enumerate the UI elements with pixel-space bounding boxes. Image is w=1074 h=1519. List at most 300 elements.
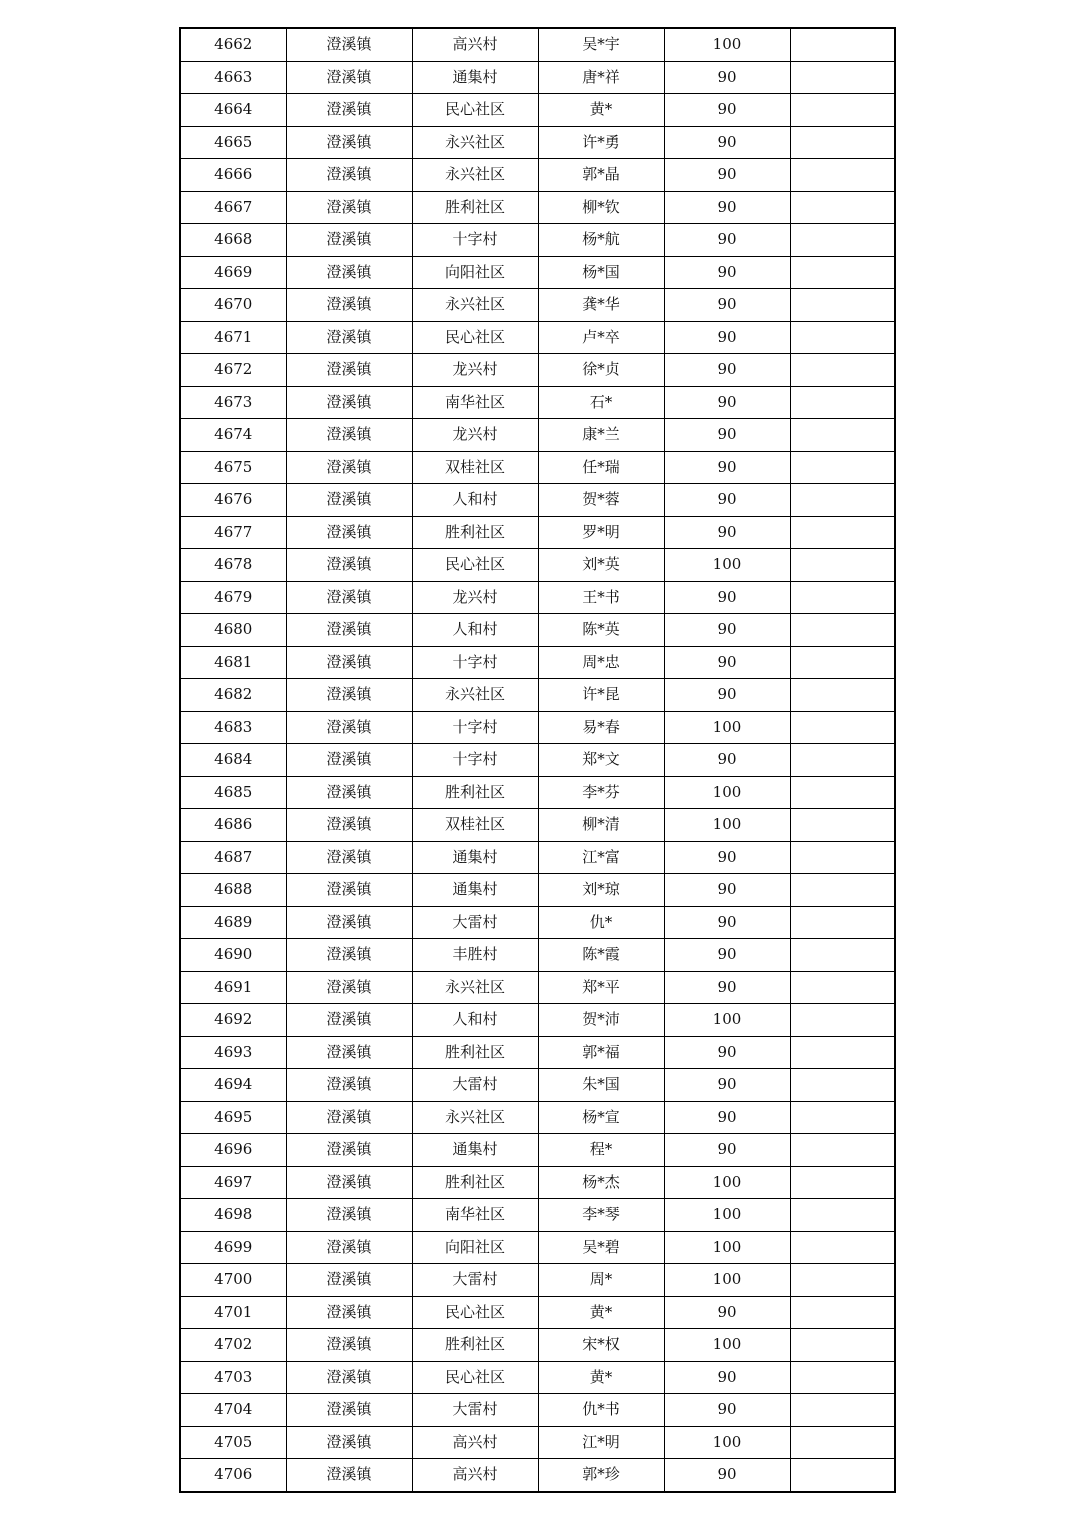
village-cell: 民心社区 bbox=[412, 94, 538, 127]
name-cell: 杨*宣 bbox=[538, 1101, 664, 1134]
amount-cell: 100 bbox=[664, 549, 790, 582]
village-cell: 十字村 bbox=[412, 224, 538, 257]
town-cell: 澄溪镇 bbox=[286, 419, 412, 452]
village-cell: 永兴社区 bbox=[412, 289, 538, 322]
row-number-cell: 4683 bbox=[180, 711, 286, 744]
remark-cell bbox=[790, 906, 895, 939]
amount-cell: 90 bbox=[664, 744, 790, 777]
amount-cell: 100 bbox=[664, 28, 790, 61]
row-number-cell: 4704 bbox=[180, 1394, 286, 1427]
amount-cell: 90 bbox=[664, 906, 790, 939]
village-cell: 通集村 bbox=[412, 874, 538, 907]
town-cell: 澄溪镇 bbox=[286, 841, 412, 874]
amount-cell: 100 bbox=[664, 1004, 790, 1037]
town-cell: 澄溪镇 bbox=[286, 1101, 412, 1134]
remark-cell bbox=[790, 321, 895, 354]
village-cell: 胜利社区 bbox=[412, 776, 538, 809]
village-cell: 永兴社区 bbox=[412, 971, 538, 1004]
remark-cell bbox=[790, 191, 895, 224]
amount-cell: 90 bbox=[664, 159, 790, 192]
town-cell: 澄溪镇 bbox=[286, 224, 412, 257]
town-cell: 澄溪镇 bbox=[286, 874, 412, 907]
amount-cell: 90 bbox=[664, 126, 790, 159]
town-cell: 澄溪镇 bbox=[286, 1036, 412, 1069]
row-number-cell: 4694 bbox=[180, 1069, 286, 1102]
row-number-cell: 4668 bbox=[180, 224, 286, 257]
name-cell: 江*富 bbox=[538, 841, 664, 874]
amount-cell: 100 bbox=[664, 1329, 790, 1362]
table-row bbox=[180, 614, 895, 647]
remark-cell bbox=[790, 1231, 895, 1264]
row-number-cell: 4705 bbox=[180, 1426, 286, 1459]
name-cell: 康*兰 bbox=[538, 419, 664, 452]
row-number-cell: 4699 bbox=[180, 1231, 286, 1264]
row-number-cell: 4672 bbox=[180, 354, 286, 387]
name-cell: 许*勇 bbox=[538, 126, 664, 159]
village-cell: 大雷村 bbox=[412, 1069, 538, 1102]
row-number-cell: 4682 bbox=[180, 679, 286, 712]
table-row bbox=[180, 451, 895, 484]
name-cell: 罗*明 bbox=[538, 516, 664, 549]
row-number-cell: 4706 bbox=[180, 1459, 286, 1492]
amount-cell: 90 bbox=[664, 94, 790, 127]
row-number-cell: 4697 bbox=[180, 1166, 286, 1199]
town-cell: 澄溪镇 bbox=[286, 1004, 412, 1037]
amount-cell: 100 bbox=[664, 1166, 790, 1199]
amount-cell: 100 bbox=[664, 809, 790, 842]
remark-cell bbox=[790, 549, 895, 582]
table-row bbox=[180, 1069, 895, 1102]
table-row bbox=[180, 126, 895, 159]
name-cell: 朱*国 bbox=[538, 1069, 664, 1102]
remark-cell bbox=[790, 874, 895, 907]
village-cell: 龙兴村 bbox=[412, 581, 538, 614]
amount-cell: 90 bbox=[664, 321, 790, 354]
remark-cell bbox=[790, 1264, 895, 1297]
town-cell: 澄溪镇 bbox=[286, 1361, 412, 1394]
table-row bbox=[180, 971, 895, 1004]
village-cell: 大雷村 bbox=[412, 1394, 538, 1427]
name-cell: 卢*卒 bbox=[538, 321, 664, 354]
remark-cell bbox=[790, 679, 895, 712]
name-cell: 龚*华 bbox=[538, 289, 664, 322]
town-cell: 澄溪镇 bbox=[286, 256, 412, 289]
village-cell: 胜利社区 bbox=[412, 1166, 538, 1199]
name-cell: 柳*钦 bbox=[538, 191, 664, 224]
table-row bbox=[180, 1134, 895, 1167]
town-cell: 澄溪镇 bbox=[286, 1199, 412, 1232]
town-cell: 澄溪镇 bbox=[286, 28, 412, 61]
amount-cell: 90 bbox=[664, 61, 790, 94]
village-cell: 人和村 bbox=[412, 614, 538, 647]
row-number-cell: 4666 bbox=[180, 159, 286, 192]
amount-cell: 90 bbox=[664, 841, 790, 874]
town-cell: 澄溪镇 bbox=[286, 126, 412, 159]
name-cell: 柳*清 bbox=[538, 809, 664, 842]
village-cell: 大雷村 bbox=[412, 1264, 538, 1297]
row-number-cell: 4675 bbox=[180, 451, 286, 484]
table-row bbox=[180, 159, 895, 192]
village-cell: 民心社区 bbox=[412, 1296, 538, 1329]
name-cell: 周* bbox=[538, 1264, 664, 1297]
row-number-cell: 4686 bbox=[180, 809, 286, 842]
town-cell: 澄溪镇 bbox=[286, 191, 412, 224]
row-number-cell: 4678 bbox=[180, 549, 286, 582]
remark-cell bbox=[790, 28, 895, 61]
town-cell: 澄溪镇 bbox=[286, 711, 412, 744]
town-cell: 澄溪镇 bbox=[286, 906, 412, 939]
name-cell: 刘*琼 bbox=[538, 874, 664, 907]
amount-cell: 100 bbox=[664, 1199, 790, 1232]
town-cell: 澄溪镇 bbox=[286, 1166, 412, 1199]
remark-cell bbox=[790, 809, 895, 842]
row-number-cell: 4690 bbox=[180, 939, 286, 972]
row-number-cell: 4676 bbox=[180, 484, 286, 517]
amount-cell: 90 bbox=[664, 451, 790, 484]
row-number-cell: 4669 bbox=[180, 256, 286, 289]
amount-cell: 90 bbox=[664, 1459, 790, 1492]
town-cell: 澄溪镇 bbox=[286, 386, 412, 419]
town-cell: 澄溪镇 bbox=[286, 614, 412, 647]
town-cell: 澄溪镇 bbox=[286, 776, 412, 809]
row-number-cell: 4688 bbox=[180, 874, 286, 907]
village-cell: 胜利社区 bbox=[412, 191, 538, 224]
name-cell: 杨*杰 bbox=[538, 1166, 664, 1199]
name-cell: 仇* bbox=[538, 906, 664, 939]
table-row bbox=[180, 581, 895, 614]
remark-cell bbox=[790, 289, 895, 322]
name-cell: 李*芬 bbox=[538, 776, 664, 809]
name-cell: 宋*权 bbox=[538, 1329, 664, 1362]
remark-cell bbox=[790, 224, 895, 257]
row-number-cell: 4687 bbox=[180, 841, 286, 874]
table-row bbox=[180, 224, 895, 257]
remark-cell bbox=[790, 614, 895, 647]
name-cell: 江*明 bbox=[538, 1426, 664, 1459]
remark-cell bbox=[790, 971, 895, 1004]
name-cell: 周*忠 bbox=[538, 646, 664, 679]
name-cell: 刘*英 bbox=[538, 549, 664, 582]
town-cell: 澄溪镇 bbox=[286, 484, 412, 517]
table-row bbox=[180, 1004, 895, 1037]
remark-cell bbox=[790, 1166, 895, 1199]
roster-table bbox=[179, 27, 896, 1493]
amount-cell: 100 bbox=[664, 1264, 790, 1297]
town-cell: 澄溪镇 bbox=[286, 744, 412, 777]
row-number-cell: 4689 bbox=[180, 906, 286, 939]
row-number-cell: 4667 bbox=[180, 191, 286, 224]
amount-cell: 90 bbox=[664, 354, 790, 387]
village-cell: 民心社区 bbox=[412, 321, 538, 354]
row-number-cell: 4663 bbox=[180, 61, 286, 94]
row-number-cell: 4662 bbox=[180, 28, 286, 61]
name-cell: 陈*英 bbox=[538, 614, 664, 647]
town-cell: 澄溪镇 bbox=[286, 1459, 412, 1492]
remark-cell bbox=[790, 711, 895, 744]
amount-cell: 90 bbox=[664, 256, 790, 289]
row-number-cell: 4685 bbox=[180, 776, 286, 809]
village-cell: 高兴村 bbox=[412, 1426, 538, 1459]
remark-cell bbox=[790, 354, 895, 387]
amount-cell: 90 bbox=[664, 1069, 790, 1102]
table-row bbox=[180, 1426, 895, 1459]
name-cell: 郭*晶 bbox=[538, 159, 664, 192]
village-cell: 通集村 bbox=[412, 61, 538, 94]
name-cell: 吴*碧 bbox=[538, 1231, 664, 1264]
roster-table-body bbox=[180, 28, 895, 1492]
village-cell: 永兴社区 bbox=[412, 159, 538, 192]
name-cell: 易*春 bbox=[538, 711, 664, 744]
amount-cell: 90 bbox=[664, 939, 790, 972]
village-cell: 胜利社区 bbox=[412, 1329, 538, 1362]
name-cell: 李*琴 bbox=[538, 1199, 664, 1232]
row-number-cell: 4665 bbox=[180, 126, 286, 159]
name-cell: 郭*福 bbox=[538, 1036, 664, 1069]
amount-cell: 90 bbox=[664, 1101, 790, 1134]
row-number-cell: 4696 bbox=[180, 1134, 286, 1167]
remark-cell bbox=[790, 159, 895, 192]
name-cell: 郑*文 bbox=[538, 744, 664, 777]
remark-cell bbox=[790, 256, 895, 289]
name-cell: 唐*祥 bbox=[538, 61, 664, 94]
amount-cell: 90 bbox=[664, 1394, 790, 1427]
amount-cell: 90 bbox=[664, 1296, 790, 1329]
amount-cell: 90 bbox=[664, 419, 790, 452]
town-cell: 澄溪镇 bbox=[286, 809, 412, 842]
name-cell: 杨*国 bbox=[538, 256, 664, 289]
row-number-cell: 4692 bbox=[180, 1004, 286, 1037]
remark-cell bbox=[790, 61, 895, 94]
name-cell: 吴*宇 bbox=[538, 28, 664, 61]
row-number-cell: 4695 bbox=[180, 1101, 286, 1134]
name-cell: 黄* bbox=[538, 1361, 664, 1394]
row-number-cell: 4701 bbox=[180, 1296, 286, 1329]
remark-cell bbox=[790, 1296, 895, 1329]
village-cell: 南华社区 bbox=[412, 1199, 538, 1232]
table-row bbox=[180, 321, 895, 354]
table-row bbox=[180, 1199, 895, 1232]
village-cell: 向阳社区 bbox=[412, 1231, 538, 1264]
amount-cell: 90 bbox=[664, 646, 790, 679]
remark-cell bbox=[790, 386, 895, 419]
table-row bbox=[180, 61, 895, 94]
row-number-cell: 4670 bbox=[180, 289, 286, 322]
name-cell: 徐*贞 bbox=[538, 354, 664, 387]
name-cell: 仇*书 bbox=[538, 1394, 664, 1427]
village-cell: 龙兴村 bbox=[412, 419, 538, 452]
table-row bbox=[180, 744, 895, 777]
table-row bbox=[180, 646, 895, 679]
village-cell: 十字村 bbox=[412, 646, 538, 679]
remark-cell bbox=[790, 1036, 895, 1069]
town-cell: 澄溪镇 bbox=[286, 516, 412, 549]
amount-cell: 90 bbox=[664, 581, 790, 614]
table-row bbox=[180, 1264, 895, 1297]
remark-cell bbox=[790, 484, 895, 517]
remark-cell bbox=[790, 744, 895, 777]
amount-cell: 100 bbox=[664, 776, 790, 809]
amount-cell: 100 bbox=[664, 1426, 790, 1459]
remark-cell bbox=[790, 1329, 895, 1362]
name-cell: 许*昆 bbox=[538, 679, 664, 712]
row-number-cell: 4681 bbox=[180, 646, 286, 679]
name-cell: 黄* bbox=[538, 94, 664, 127]
town-cell: 澄溪镇 bbox=[286, 1394, 412, 1427]
village-cell: 双桂社区 bbox=[412, 809, 538, 842]
village-cell: 向阳社区 bbox=[412, 256, 538, 289]
name-cell: 郭*珍 bbox=[538, 1459, 664, 1492]
remark-cell bbox=[790, 646, 895, 679]
village-cell: 高兴村 bbox=[412, 28, 538, 61]
town-cell: 澄溪镇 bbox=[286, 159, 412, 192]
row-number-cell: 4677 bbox=[180, 516, 286, 549]
table-row bbox=[180, 94, 895, 127]
remark-cell bbox=[790, 516, 895, 549]
town-cell: 澄溪镇 bbox=[286, 1069, 412, 1102]
table-row bbox=[180, 419, 895, 452]
remark-cell bbox=[790, 1199, 895, 1232]
amount-cell: 90 bbox=[664, 971, 790, 1004]
remark-cell bbox=[790, 1101, 895, 1134]
town-cell: 澄溪镇 bbox=[286, 679, 412, 712]
row-number-cell: 4703 bbox=[180, 1361, 286, 1394]
remark-cell bbox=[790, 126, 895, 159]
table-row bbox=[180, 1036, 895, 1069]
village-cell: 丰胜村 bbox=[412, 939, 538, 972]
village-cell: 人和村 bbox=[412, 484, 538, 517]
name-cell: 杨*航 bbox=[538, 224, 664, 257]
town-cell: 澄溪镇 bbox=[286, 939, 412, 972]
table-row bbox=[180, 1231, 895, 1264]
table-row bbox=[180, 939, 895, 972]
town-cell: 澄溪镇 bbox=[286, 289, 412, 322]
row-number-cell: 4691 bbox=[180, 971, 286, 1004]
table-row bbox=[180, 1101, 895, 1134]
town-cell: 澄溪镇 bbox=[286, 321, 412, 354]
row-number-cell: 4673 bbox=[180, 386, 286, 419]
amount-cell: 90 bbox=[664, 679, 790, 712]
town-cell: 澄溪镇 bbox=[286, 354, 412, 387]
table-row bbox=[180, 1296, 895, 1329]
village-cell: 大雷村 bbox=[412, 906, 538, 939]
remark-cell bbox=[790, 451, 895, 484]
name-cell: 任*瑞 bbox=[538, 451, 664, 484]
table-row bbox=[180, 386, 895, 419]
row-number-cell: 4698 bbox=[180, 1199, 286, 1232]
table-row bbox=[180, 549, 895, 582]
town-cell: 澄溪镇 bbox=[286, 646, 412, 679]
village-cell: 民心社区 bbox=[412, 1361, 538, 1394]
row-number-cell: 4671 bbox=[180, 321, 286, 354]
table-row bbox=[180, 841, 895, 874]
remark-cell bbox=[790, 1361, 895, 1394]
table-row bbox=[180, 1329, 895, 1362]
town-cell: 澄溪镇 bbox=[286, 1231, 412, 1264]
amount-cell: 90 bbox=[664, 614, 790, 647]
amount-cell: 90 bbox=[664, 1134, 790, 1167]
village-cell: 永兴社区 bbox=[412, 679, 538, 712]
town-cell: 澄溪镇 bbox=[286, 1264, 412, 1297]
remark-cell bbox=[790, 94, 895, 127]
town-cell: 澄溪镇 bbox=[286, 451, 412, 484]
table-row bbox=[180, 1166, 895, 1199]
row-number-cell: 4679 bbox=[180, 581, 286, 614]
remark-cell bbox=[790, 1426, 895, 1459]
table-row bbox=[180, 809, 895, 842]
village-cell: 龙兴村 bbox=[412, 354, 538, 387]
amount-cell: 90 bbox=[664, 1361, 790, 1394]
table-row bbox=[180, 191, 895, 224]
town-cell: 澄溪镇 bbox=[286, 581, 412, 614]
name-cell: 王*书 bbox=[538, 581, 664, 614]
village-cell: 胜利社区 bbox=[412, 516, 538, 549]
village-cell: 永兴社区 bbox=[412, 1101, 538, 1134]
village-cell: 通集村 bbox=[412, 841, 538, 874]
village-cell: 南华社区 bbox=[412, 386, 538, 419]
row-number-cell: 4700 bbox=[180, 1264, 286, 1297]
amount-cell: 90 bbox=[664, 484, 790, 517]
village-cell: 十字村 bbox=[412, 711, 538, 744]
village-cell: 通集村 bbox=[412, 1134, 538, 1167]
remark-cell bbox=[790, 419, 895, 452]
name-cell: 程* bbox=[538, 1134, 664, 1167]
remark-cell bbox=[790, 1004, 895, 1037]
table-row bbox=[180, 1361, 895, 1394]
name-cell: 陈*霞 bbox=[538, 939, 664, 972]
row-number-cell: 4684 bbox=[180, 744, 286, 777]
row-number-cell: 4674 bbox=[180, 419, 286, 452]
amount-cell: 90 bbox=[664, 191, 790, 224]
table-row bbox=[180, 354, 895, 387]
town-cell: 澄溪镇 bbox=[286, 1329, 412, 1362]
town-cell: 澄溪镇 bbox=[286, 61, 412, 94]
remark-cell bbox=[790, 776, 895, 809]
row-number-cell: 4693 bbox=[180, 1036, 286, 1069]
table-row bbox=[180, 484, 895, 517]
name-cell: 郑*平 bbox=[538, 971, 664, 1004]
name-cell: 贺*蓉 bbox=[538, 484, 664, 517]
town-cell: 澄溪镇 bbox=[286, 1426, 412, 1459]
village-cell: 永兴社区 bbox=[412, 126, 538, 159]
table-row bbox=[180, 776, 895, 809]
village-cell: 胜利社区 bbox=[412, 1036, 538, 1069]
name-cell: 石* bbox=[538, 386, 664, 419]
village-cell: 十字村 bbox=[412, 744, 538, 777]
remark-cell bbox=[790, 1394, 895, 1427]
amount-cell: 90 bbox=[664, 224, 790, 257]
remark-cell bbox=[790, 1459, 895, 1492]
village-cell: 人和村 bbox=[412, 1004, 538, 1037]
amount-cell: 90 bbox=[664, 289, 790, 322]
table-row bbox=[180, 289, 895, 322]
table-row bbox=[180, 1394, 895, 1427]
remark-cell bbox=[790, 939, 895, 972]
amount-cell: 90 bbox=[664, 874, 790, 907]
table-row bbox=[180, 679, 895, 712]
name-cell: 贺*沛 bbox=[538, 1004, 664, 1037]
amount-cell: 100 bbox=[664, 711, 790, 744]
table-row bbox=[180, 28, 895, 61]
table-row bbox=[180, 516, 895, 549]
row-number-cell: 4680 bbox=[180, 614, 286, 647]
amount-cell: 100 bbox=[664, 1231, 790, 1264]
remark-cell bbox=[790, 1069, 895, 1102]
town-cell: 澄溪镇 bbox=[286, 1134, 412, 1167]
amount-cell: 90 bbox=[664, 1036, 790, 1069]
town-cell: 澄溪镇 bbox=[286, 549, 412, 582]
remark-cell bbox=[790, 841, 895, 874]
table-row bbox=[180, 256, 895, 289]
